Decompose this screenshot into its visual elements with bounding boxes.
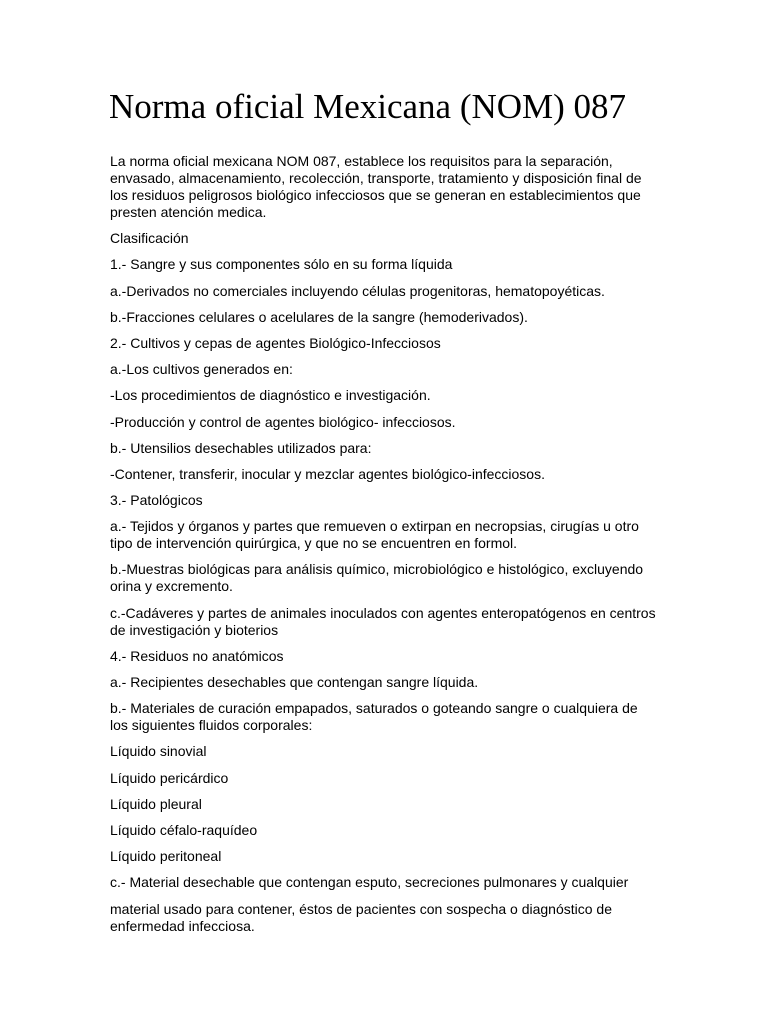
paragraph: c.- Material desechable que contengan esputo, secreciones pulmonares y cualquier bbox=[110, 874, 629, 891]
paragraph: c.-Cadáveres y partes de animales inoculados con agentes enteropatógenos en centros de investigación y bioterios bbox=[110, 604, 656, 638]
paragraph: material usado para contener, éstos de pacientes con sospecha o diagnóstico de enfermedad infecciosa. bbox=[110, 900, 612, 934]
paragraph: Líquido pericárdico bbox=[110, 769, 229, 786]
paragraph: b.-Muestras biológicas para análisis químico, microbiológico e histológico, excluyendo orina y excremento. bbox=[110, 561, 644, 595]
document-title: Norma oficial Mexicana (NOM) 087 bbox=[109, 87, 627, 126]
paragraph: b.- Utensilios desechables utilizados para: bbox=[110, 439, 372, 456]
paragraph: Líquido pleural bbox=[110, 795, 202, 812]
paragraph: b.-Fracciones celulares o acelulares de la sangre (hemoderivados). bbox=[110, 308, 528, 325]
paragraph: 2.- Cultivos y cepas de agentes Biológico-Infecciosos bbox=[110, 334, 441, 351]
paragraph: -Contener, transferir, inocular y mezclar agentes biológico-infecciosos. bbox=[110, 465, 545, 482]
paragraph: a.-Derivados no comerciales incluyendo células progenitoras, hematopoyéticas. bbox=[110, 282, 605, 299]
paragraph: -Los procedimientos de diagnóstico e investigación. bbox=[110, 387, 431, 404]
paragraph: Líquido sinovial bbox=[110, 743, 207, 760]
paragraph: Clasificación bbox=[110, 230, 189, 247]
paragraph: a.-Los cultivos generados en: bbox=[110, 361, 293, 378]
paragraph: a.- Tejidos y órganos y partes que remueven o extirpan en necropsias, cirugías u otro tipo de intervención quirúrgica, y que no se encuentren en formol. bbox=[110, 518, 639, 552]
paragraph: Líquido peritoneal bbox=[110, 848, 222, 865]
document-body bbox=[110, 153, 658, 944]
paragraph: a.- Recipientes desechables que contengan sangre líquida. bbox=[110, 674, 479, 690]
paragraph: La norma oficial mexicana NOM 087, establece los requisitos para la separación, envasado, almacenamiento, recolección, transporte, tratamiento y disposición final de los residuos peligrosos biológico infecciosos que se generan en establecimientos que presten atención medica. bbox=[110, 153, 642, 220]
paragraph: -Producción y control de agentes biológico- infecciosos. bbox=[110, 413, 456, 430]
paragraph: b.- Materiales de curación empapados, saturados o goteando sangre o cualquiera de los siguientes fluidos corporales: bbox=[110, 700, 638, 734]
paragraph: 4.- Residuos no anatómicos bbox=[110, 647, 284, 664]
paragraph: Líquido céfalo-raquídeo bbox=[110, 821, 258, 838]
paragraph: 1.- Sangre y sus componentes sólo en su forma líquida bbox=[110, 256, 453, 273]
paragraph: 3.- Patológicos bbox=[110, 492, 203, 509]
